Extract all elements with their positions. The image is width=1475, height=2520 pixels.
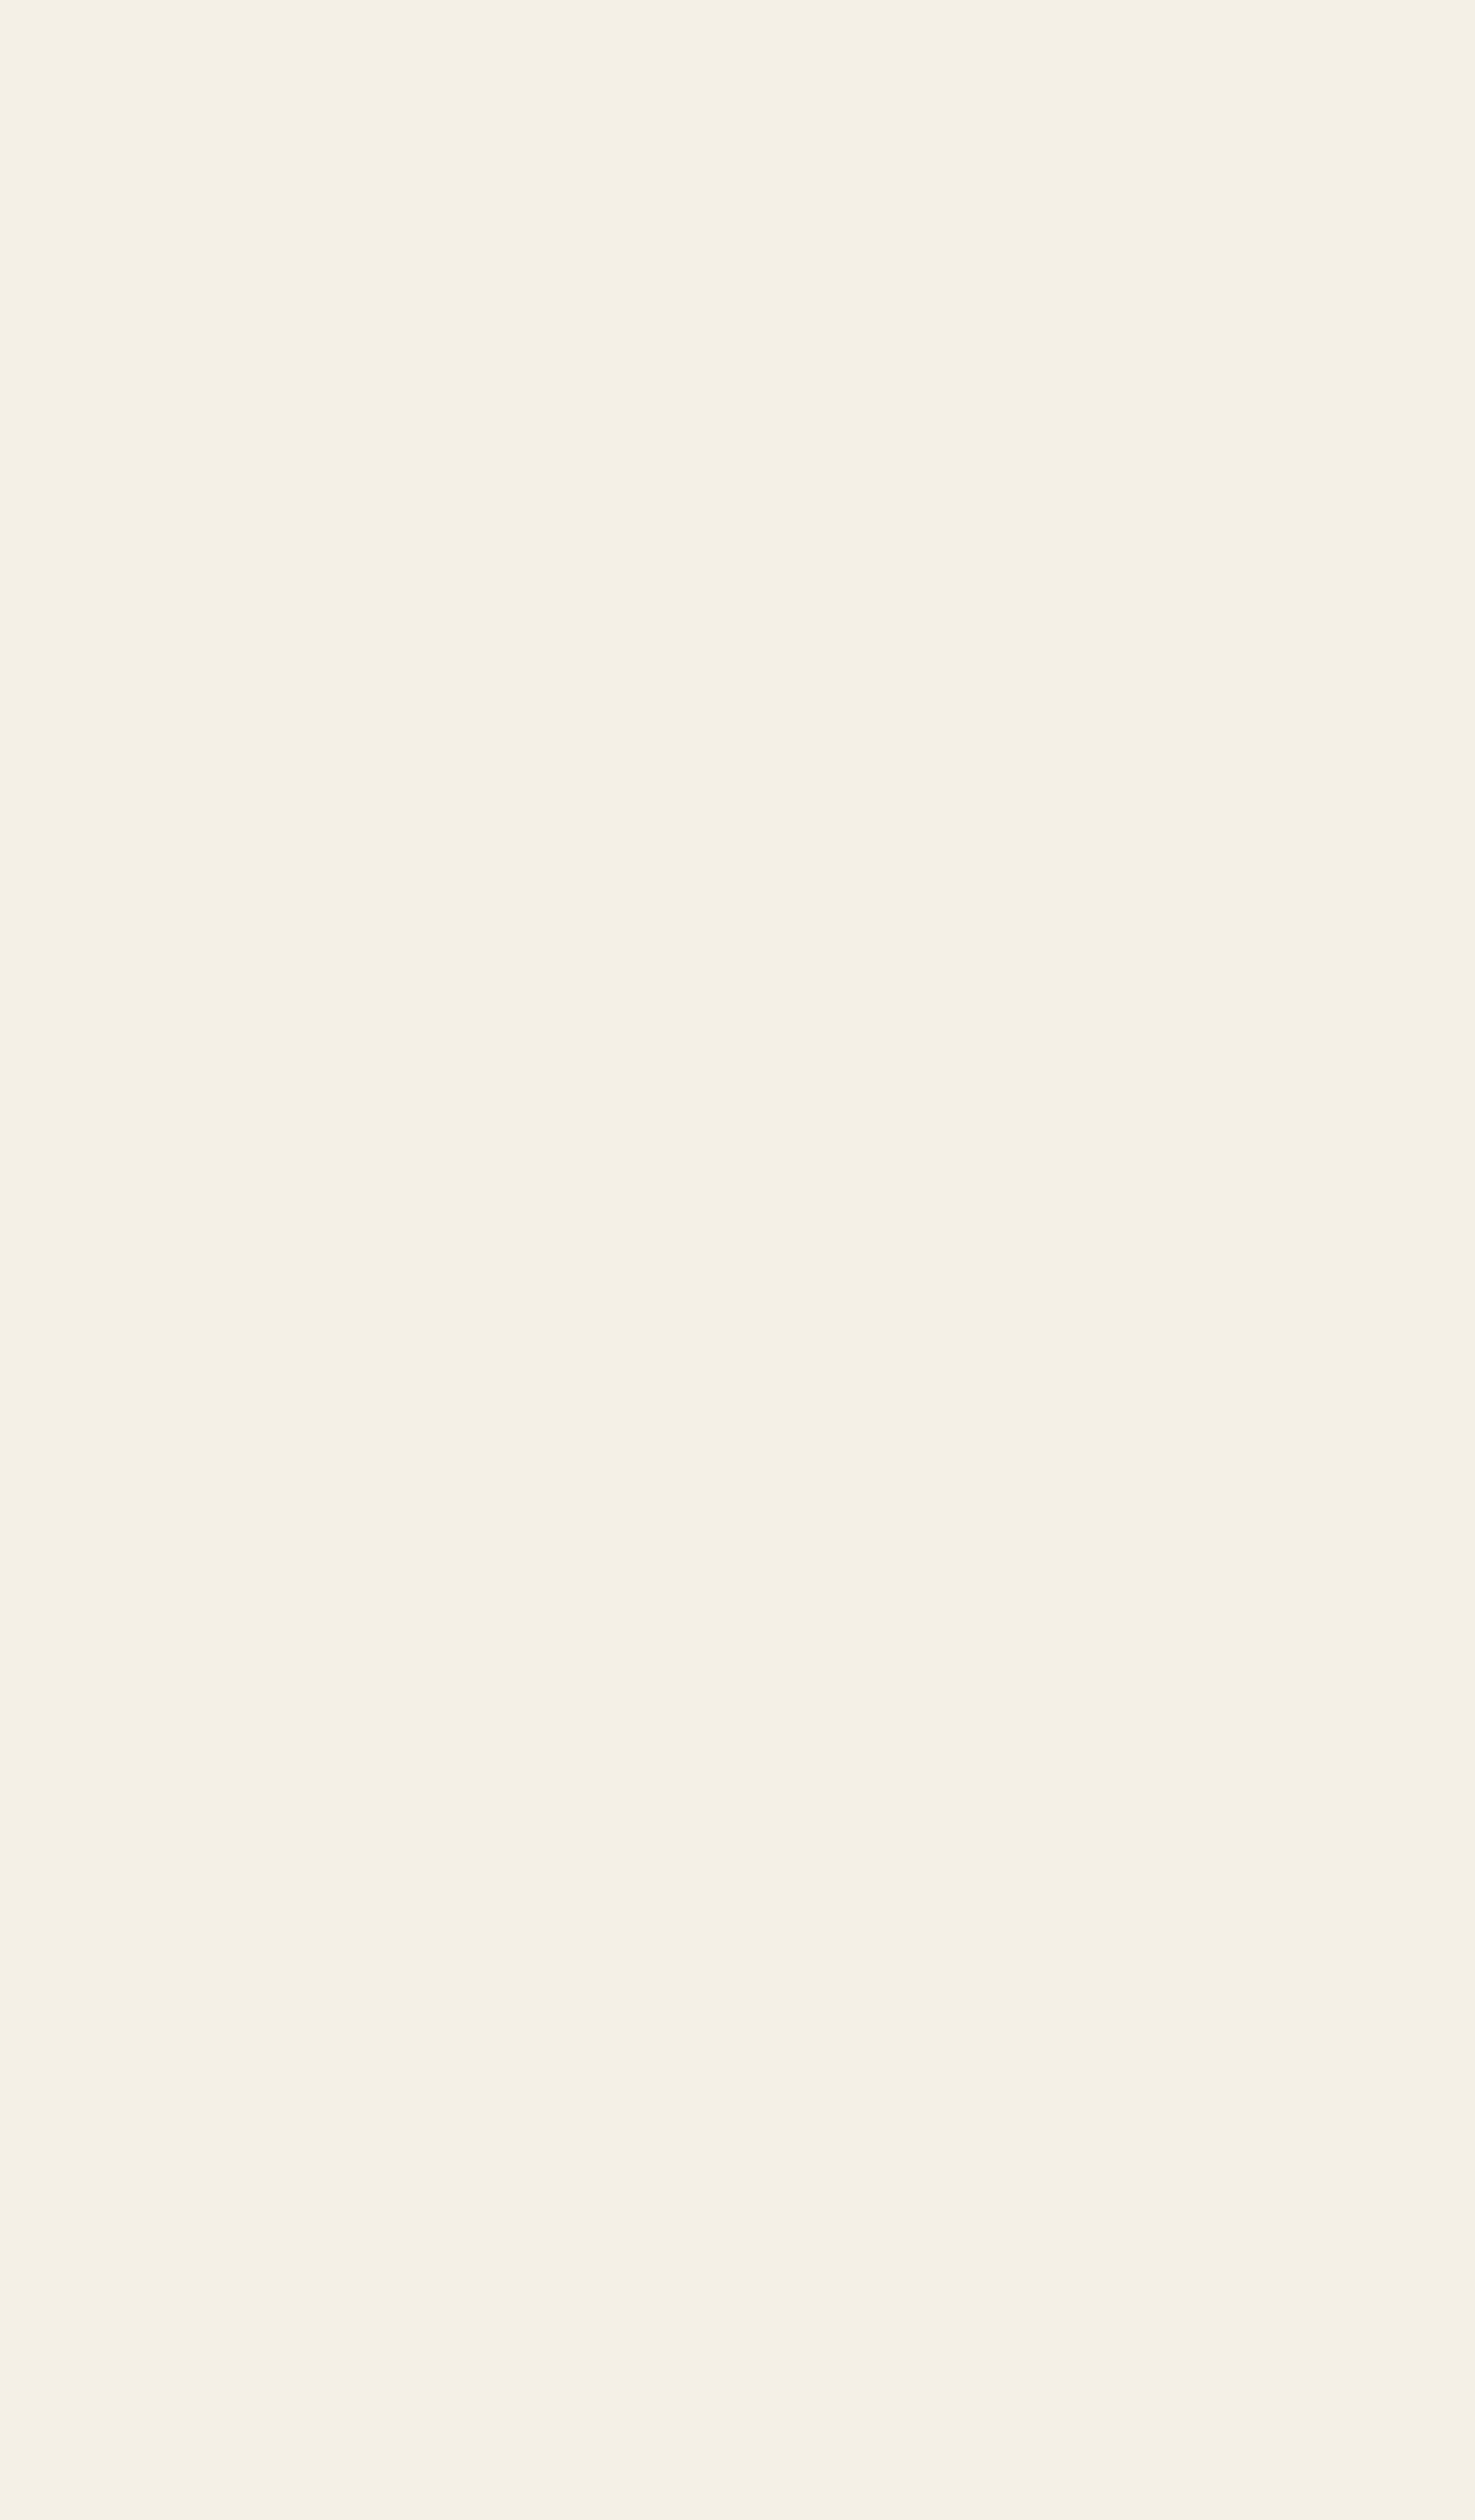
table-header [27,745,1381,777]
